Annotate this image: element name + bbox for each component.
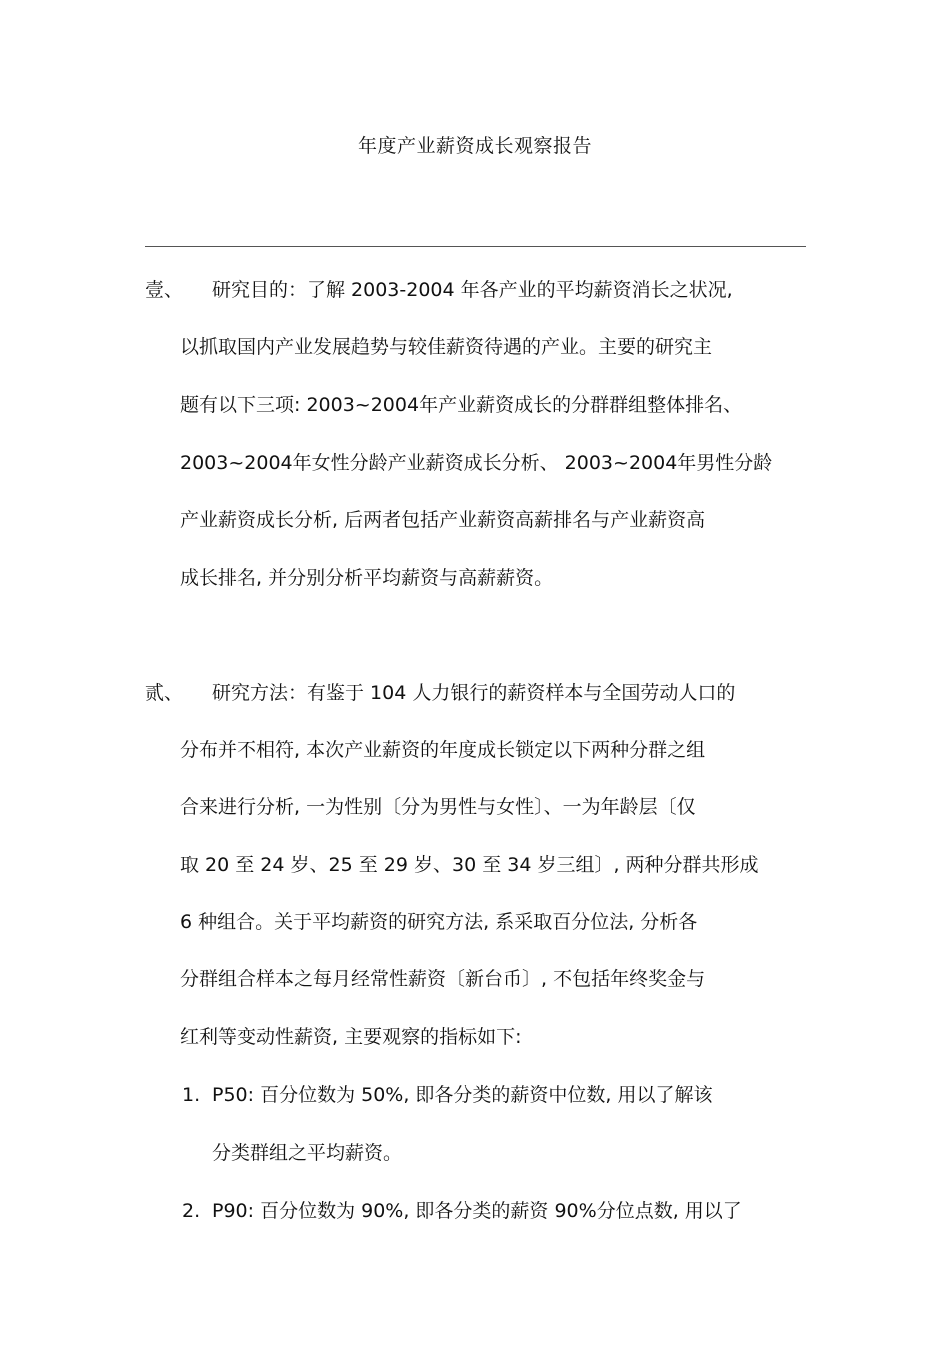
indicator-2-number: 2. [182, 1200, 201, 1222]
section-2-line-3: 合来进行分析, 一为性别〔分为男性与女性〕、一为年龄层〔仅 [180, 796, 696, 818]
indicator-2-line-1: P90: 百分位数为 90%, 即各分类的薪资 90%分位点数, 用以了 [212, 1200, 742, 1222]
section-1-line-4: 2003~2004年女性分龄产业薪资成长分析、 2003~2004年男性分龄 [180, 452, 773, 474]
section-1-marker: 壹、 [145, 279, 184, 301]
section-2-marker: 贰、 [145, 682, 184, 704]
section-2-line-1: 研究方法：有鉴于 104 人力银行的薪资样本与全国劳动人口的 [212, 682, 736, 704]
section-2-line-4: 取 20 至 24 岁、25 至 29 岁、30 至 34 岁三组〕, 两种分群共形成 [180, 854, 759, 876]
section-1-line-5: 产业薪资成长分析, 后两者包括产业薪资高薪排名与产业薪资高 [180, 509, 706, 531]
document-title: 年度产业薪资成长观察报告 [357, 135, 592, 157]
section-1-line-2: 以抓取国内产业发展趋势与较佳薪资待遇的产业。主要的研究主 [180, 336, 713, 358]
section-1-line-3: 题有以下三项: 2003~2004年产业薪资成长的分群群组整体排名、 [180, 394, 743, 416]
indicator-1-line-2: 分类群组之平均薪资。 [212, 1142, 403, 1164]
section-2-line-6: 分群组合样本之每月经常性薪资〔新台币〕, 不包括年终奖金与 [180, 968, 706, 990]
section-1-line-6: 成长排名, 并分别分析平均薪资与高薪薪资。 [180, 567, 554, 589]
title-divider [145, 246, 806, 247]
section-2-line-7: 红利等变动性薪资, 主要观察的指标如下: [180, 1026, 522, 1048]
indicator-1-line-1: P50: 百分位数为 50%, 即各分类的薪资中位数, 用以了解该 [212, 1084, 713, 1106]
section-1-line-1: 研究目的：了解 2003-2004 年各产业的平均薪资消长之状况, [212, 279, 733, 301]
indicator-1-number: 1. [182, 1084, 201, 1106]
section-2-line-2: 分布并不相符, 本次产业薪资的年度成长锁定以下两种分群之组 [180, 739, 706, 761]
section-2-line-5: 6 种组合。关于平均薪资的研究方法, 系采取百分位法, 分析各 [180, 911, 698, 933]
